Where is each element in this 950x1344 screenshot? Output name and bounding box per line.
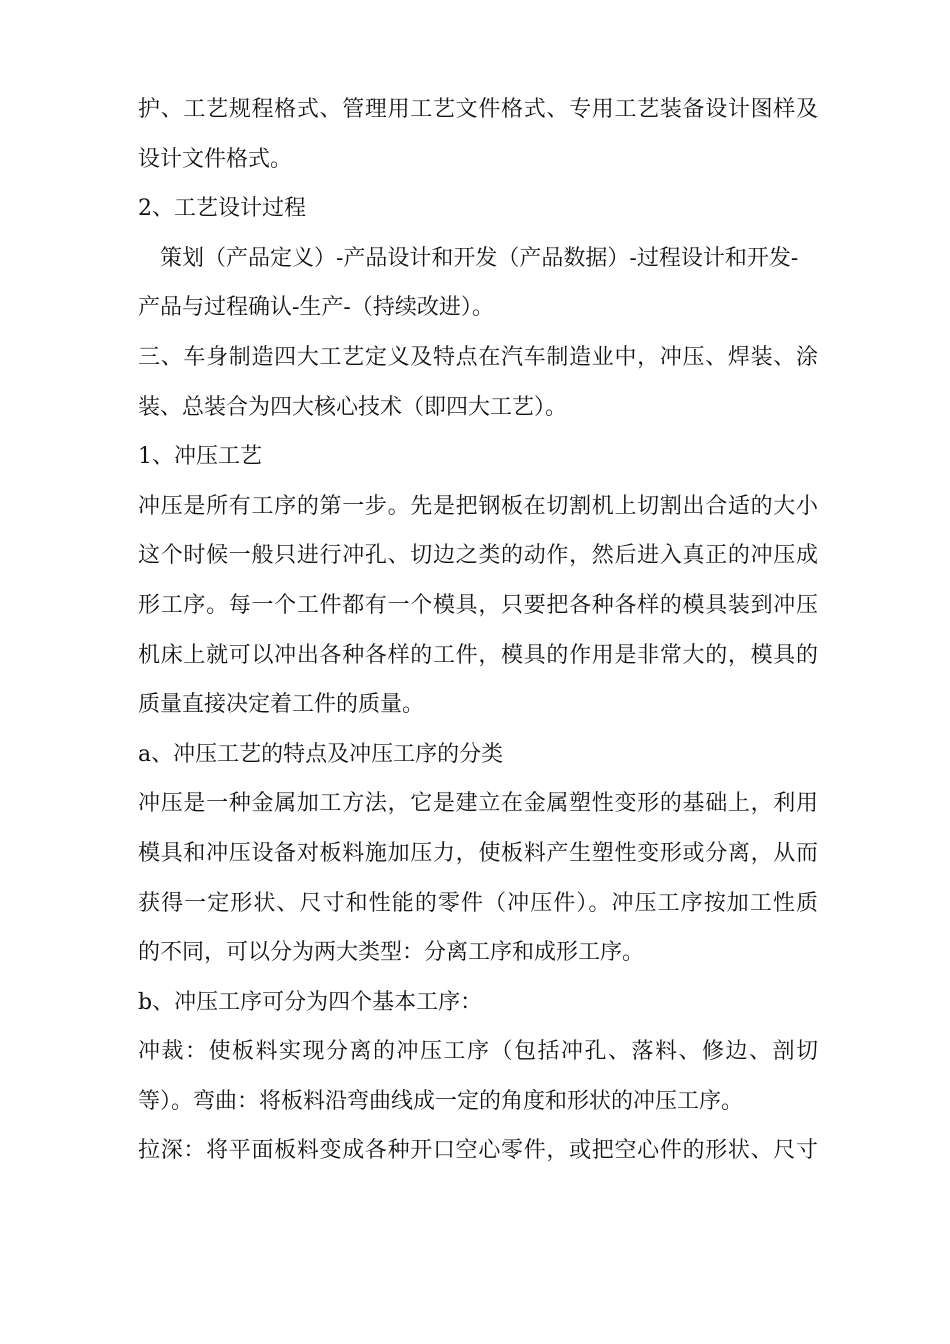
text-line-18: 的不同，可以分为两大类型：分离工序和成形工序。 [138, 940, 645, 966]
text-line-1: 护、工艺规程格式、管理用工艺文件格式、专用工艺装备设计图样及 [138, 97, 818, 122]
text-line-2: 设计文件格式。 [138, 146, 293, 172]
text-line-9: 冲压是所有工序的第一步。先是把钢板在切割机上切割出合适的大小 [138, 493, 818, 519]
text-line-15: 冲压是一种金属加工方法，它是建立在金属塑性变形的基础上，利用 [138, 791, 818, 817]
section-heading-process-design: 2、工艺设计过程 [138, 196, 306, 222]
subheading-basic-processes: b、冲压工序可分为四个基本工序： [138, 989, 483, 1015]
subheading-stamping-features: a、冲压工艺的特点及冲压工序的分类 [138, 741, 504, 767]
text-line-22: 拉深：将平面板料变成各种开口空心零件，或把空心件的形状、尺寸 [138, 1138, 818, 1164]
text-line-13: 质量直接决定着工件的质量。 [138, 692, 425, 718]
text-line-12: 机床上就可以冲出各种各样的工件，模具的作用是非常大的，模具的 [138, 642, 818, 668]
section-heading-stamping: 1、冲压工艺 [138, 444, 262, 470]
document-body [138, 85, 818, 1176]
text-line-4: 策划（产品定义）-产品设计和开发（产品数据）-过程设计和开发- [160, 245, 799, 271]
text-line-7: 装、总装合为四大核心技术（即四大工艺）。 [138, 394, 568, 420]
text-line-16: 模具和冲压设备对板料施加压力，使板料产生塑性变形或分离，从而 [138, 840, 818, 866]
text-line-21: 等）。弯曲：将板料沿弯曲线成一定的角度和形状的冲压工序。 [138, 1088, 744, 1114]
text-line-20: 冲裁：使板料实现分离的冲压工序（包括冲孔、落料、修边、剖切 [138, 1039, 818, 1065]
text-line-10: 这个时候一般只进行冲孔、切边之类的动作，然后进入真正的冲压成 [138, 543, 818, 569]
text-line-5: 产品与过程确认-生产-（持续改进）。 [138, 295, 494, 321]
section-heading-four-processes: 三、车身制造四大工艺定义及特点在汽车制造业中，冲压、焊装、涂 [138, 344, 818, 370]
text-line-11: 形工序。每一个工件都有一个模具，只要把各种各样的模具装到冲压 [138, 592, 818, 618]
text-line-17: 获得一定形状、尺寸和性能的零件（冲压件）。冲压工序按加工性质 [138, 890, 818, 916]
